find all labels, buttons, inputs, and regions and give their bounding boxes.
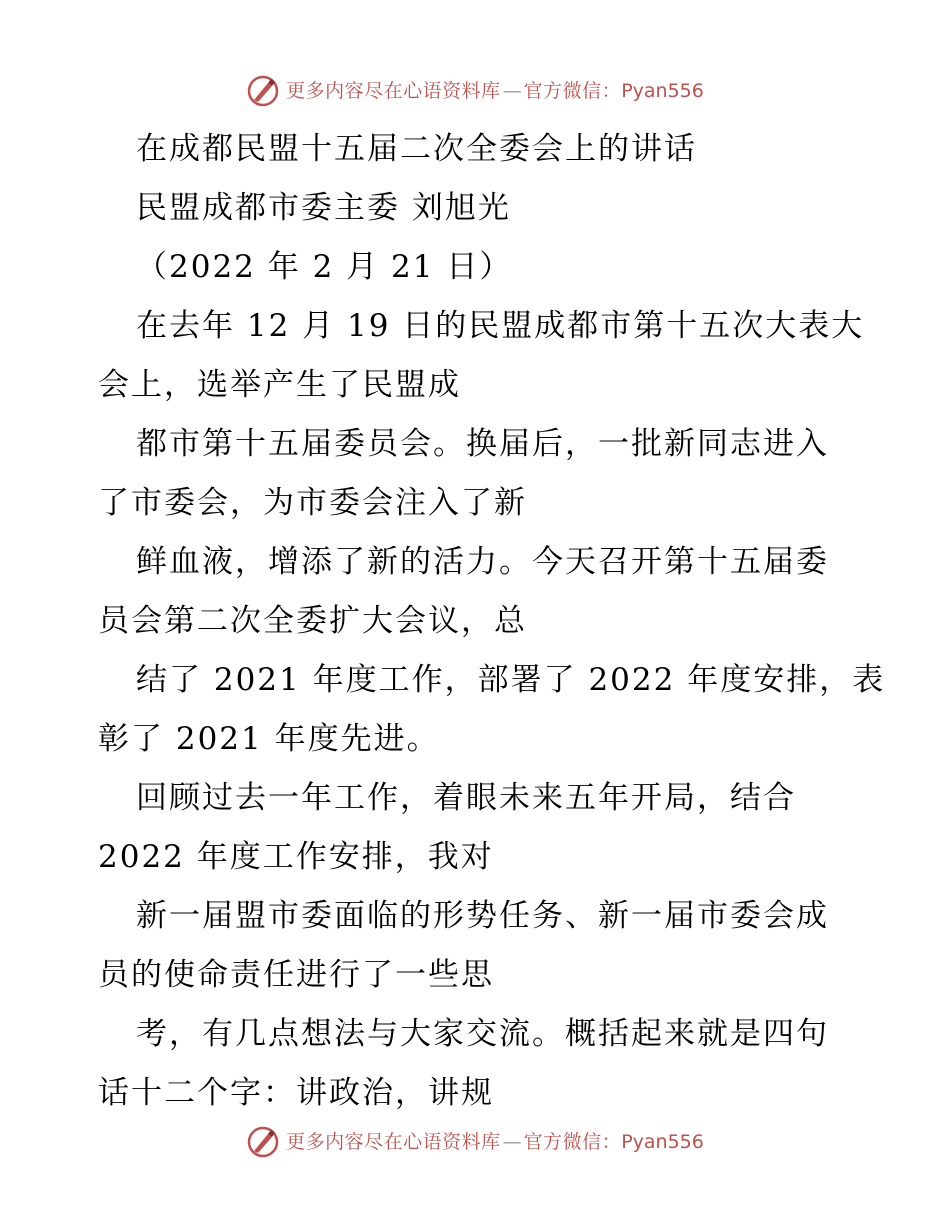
text-line: 结了 2021 年度工作，部署了 2022 年度安排，表 (136, 662, 886, 698)
text-line: 了市委会，为市委会注入了新 (98, 485, 527, 521)
text-line: （2022 年 2 月 21 日） (136, 249, 513, 285)
watermark-separator: — (502, 79, 522, 102)
text-line: 在去年 12 月 19 日的民盟成都市第十五次大表大 (136, 308, 865, 344)
text-line: 在成都民盟十五届二次全委会上的讲话 (136, 131, 697, 167)
text-line: 会上，选举产生了民盟成 (98, 367, 461, 403)
text-line: 2022 年度工作安排，我对 (98, 839, 494, 875)
pen-circle-logo-icon (246, 1125, 280, 1159)
watermark-id: Pyan556 (621, 1130, 704, 1153)
watermark-footer (0, 1125, 950, 1159)
watermark-id: Pyan556 (621, 79, 704, 102)
text-line: 民盟成都市委主委 刘旭光 (136, 190, 511, 226)
text-line: 回顾过去一年工作，着眼未来五年开局，结合 (136, 780, 796, 816)
text-line: 考，有几点想法与大家交流。概括起来就是四句 (136, 1016, 829, 1052)
watermark-separator: — (502, 1130, 522, 1153)
text-line: 彰了 2021 年度先进。 (98, 721, 440, 757)
watermark-text: 更多内容尽在心语资料库 (286, 79, 501, 102)
text-line: 员的使命责任进行了一些思 (98, 957, 494, 993)
watermark-text: 更多内容尽在心语资料库 (286, 1130, 501, 1153)
text-line: 都市第十五届委员会。换届后，一批新同志进入 (136, 426, 829, 462)
text-line: 员会第二次全委扩大会议，总 (98, 603, 527, 639)
watermark-label: 官方微信： (523, 79, 622, 102)
watermark-header (0, 74, 950, 108)
document-body (98, 120, 886, 1123)
text-line: 话十二个字：讲政治，讲规 (98, 1075, 494, 1111)
pen-circle-logo-icon (246, 74, 280, 108)
watermark-label: 官方微信： (523, 1130, 622, 1153)
text-line: 新一届盟市委面临的形势任务、新一届市委会成 (136, 898, 829, 934)
text-line: 鲜血液，增添了新的活力。今天召开第十五届委 (136, 544, 829, 580)
